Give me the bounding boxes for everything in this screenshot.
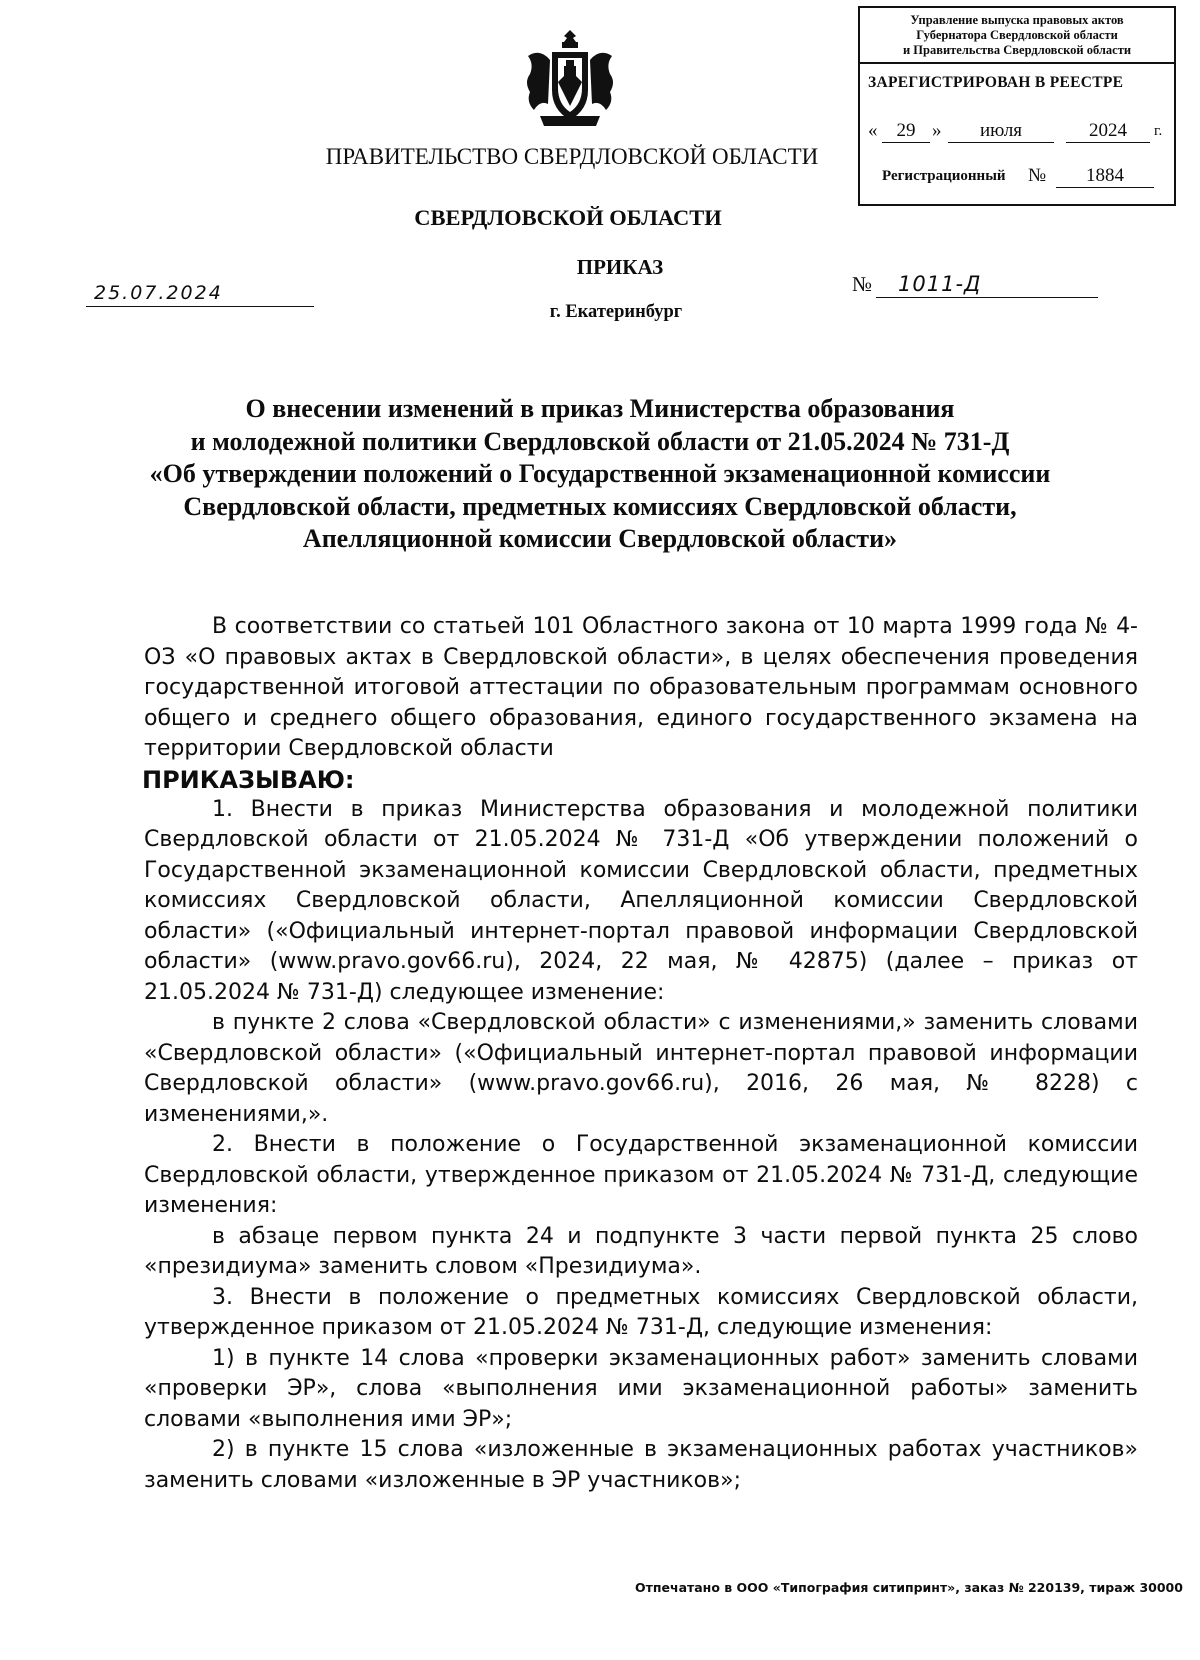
item-3-sub-1: 1) в пункте 14 слова «проверки экзаменационных работ» заменить словами «проверки ЭР», слова «выполнения ими экзаменационной работы» заменить словами «выполнения ими ЭР»; (144, 1345, 1138, 1432)
order-date: 25.07.2024 (86, 284, 314, 307)
doc-type: ПРИКАЗ (576, 255, 664, 279)
stamp-month: июля (948, 120, 1054, 143)
stamp-close-quote: » (932, 120, 942, 141)
item-2: 2. Внести в положение о Государственной экзаменационной комиссии Свердловской области, утвержденное приказом от 21.05.2024 № 731-Д, следующие изменения: (144, 1132, 1138, 1218)
registration-stamp (858, 6, 1176, 206)
stamp-day: 29 (882, 120, 930, 143)
stamp-reg-label-text: Регистрационный (882, 168, 1006, 184)
document-body (144, 612, 1138, 1496)
city: г. Екатеринбург (549, 302, 683, 322)
stamp-reg-number: 1884 (1056, 165, 1154, 188)
stamp-open-quote: « (868, 120, 878, 141)
stamp-header (860, 8, 1174, 64)
title-line: «Об утверждении положений о Государственной экзаменационной комиссии (149, 459, 1051, 488)
title-line: и молодежной политики Свердловской области от 21.05.2024 № 731-Д (190, 426, 1010, 456)
stamp-year-suffix: г. (1154, 123, 1163, 139)
stamp-header-line: и Правительства Свердловской области (902, 43, 1132, 57)
region-title: СВЕРДЛОВСКОЙ ОБЛАСТИ (414, 205, 722, 230)
stamp-header-line: Управление выпуска правовых актов (910, 13, 1124, 27)
coat-of-arms-icon (520, 30, 620, 130)
item-3: 3. Внести в положение о предметных комиссиях Свердловской области, утвержденное приказом от 21.05.2024 № 731-Д, следующие изменения: (144, 1284, 1138, 1340)
stamp-reg-label (882, 168, 1006, 185)
title-line: Свердловской области, предметных комиссиях Свердловской области, (183, 491, 1017, 521)
stamp-year: 2024 (1066, 120, 1150, 143)
stamp-reg-sign: № (1028, 165, 1047, 186)
order-number: 1011-Д (876, 272, 1098, 298)
item-3-sub-2: 2) в пункте 15 слова «изложенные в экзаменационных работах участников» заменить словами «изложенные в ЭР участников»; (144, 1437, 1138, 1493)
government-title: ПРАВИТЕЛЬСТВО СВЕРДЛОВСКОЙ ОБЛАСТИ (325, 144, 819, 169)
stamp-registered-label: ЗАРЕГИСТРИРОВАН В РЕЕСТРЕ (868, 74, 1124, 91)
item-1: 1. Внести в приказ Министерства образования и молодежной политики Свердловской области от 21.05.2024 № 731-Д «Об утверждении положений о Государственной экзаменационной комиссии Свердловской области, предметных комиссиях Свердловской области, Апелляционной комиссии Свердловской области» («Официальный интернет-портал правовой информации Свердловской области» (www.pravo.gov66.ru), 2024, 22 мая, № 42875) (далее – приказ от 21.05.2024 № 731-Д) следующее изменение: (144, 796, 1138, 1005)
order-word: ПРИКАЗЫВАЮ: (142, 765, 355, 794)
title-line: Апелляционной комиссии Свердловской области» (302, 524, 898, 553)
document-title (100, 393, 1100, 556)
item-1-sub: в пункте 2 слова «Свердловской области» с изменениями,» заменить словами «Свердловской области» («Официальный интернет-портал правовой информации Свердловской области» (www.pravo.gov66.ru), 2016, 26 мая, № 8228) с изменениями,». (144, 1010, 1138, 1127)
item-2-sub: в абзаце первом пункта 24 и подпункте 3 части первой пункта 25 слово «президиума» заменить словом «Президиума». (144, 1223, 1138, 1279)
printer-footer: Отпечатано в ООО «Типография ситипринт», заказ № 220139, тираж 30000 (635, 1580, 1183, 1595)
order-number-label: № (852, 272, 873, 296)
preamble: В соответствии со статьей 101 Областного закона от 10 марта 1999 года № 4-ОЗ «О правовых актах в Свердловской области», в целях обеспечения проведения государственной итоговой аттестации по образовательным программам основного общего и среднего общего образования, единого государственного экзамена на территории Свердловской области (144, 614, 1138, 761)
title-line: О внесении изменений в приказ Министерства образования (245, 394, 955, 423)
stamp-header-line: Губернатора Свердловской области (916, 28, 1118, 42)
